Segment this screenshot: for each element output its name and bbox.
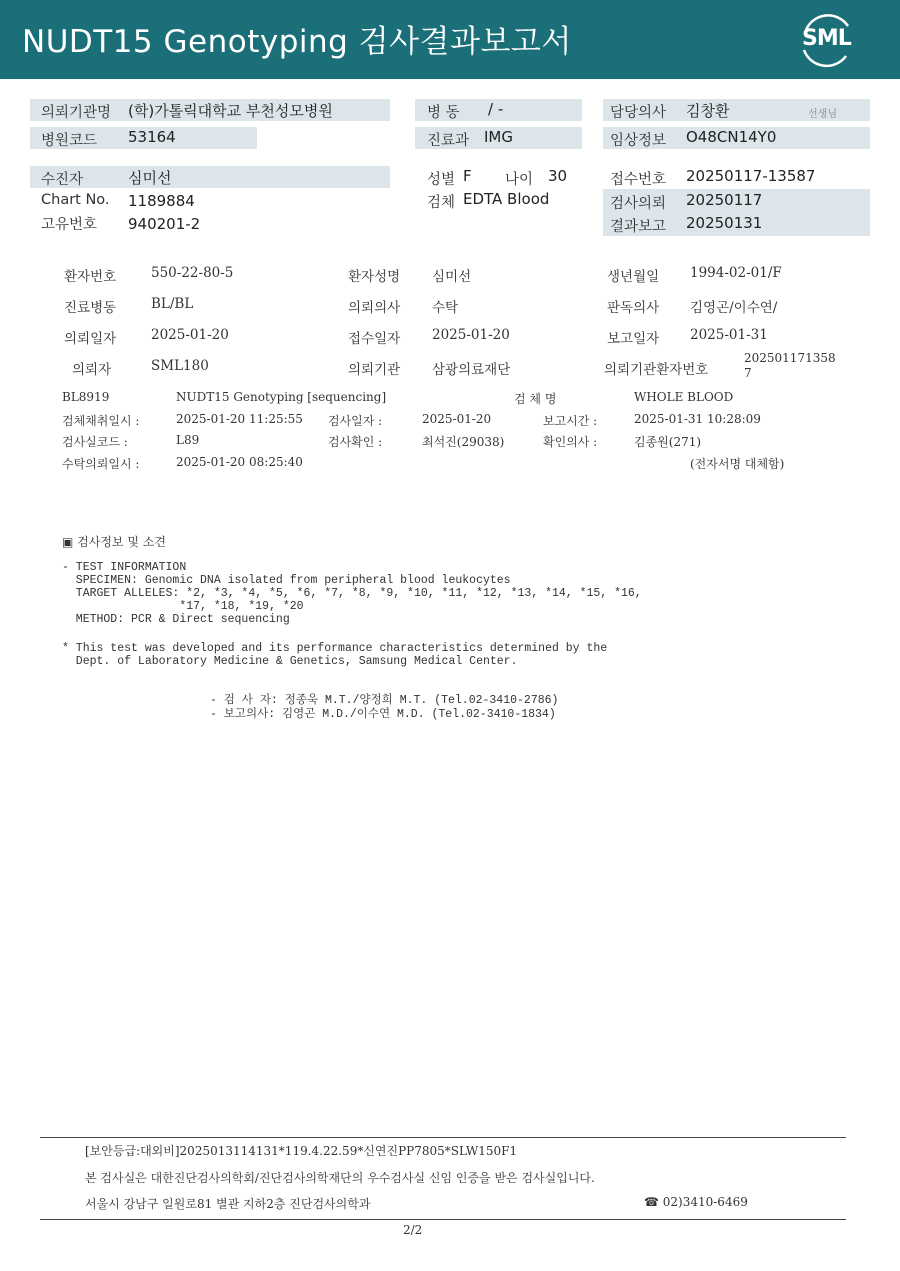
report-title: NUDT15 Genotyping 검사결과보고서 [22, 24, 572, 60]
dob-value: 1994-02-01/F [690, 265, 782, 281]
sex-value: F [463, 167, 472, 185]
test-code: BL8919 [62, 390, 110, 404]
requester-value: SML180 [151, 358, 209, 374]
labcode-value: L89 [176, 433, 200, 447]
reqdate-value: 2025-01-20 [151, 327, 229, 343]
test-specimen-label: 검 체 명 [514, 392, 557, 406]
repdate-value: 2025-01-31 [690, 327, 768, 343]
security-line: [보안등급:대외비]2025013114131*119.4.22.59*신연진PP7805*SLW150F1 [85, 1144, 518, 1158]
specimen-label: 검체 [427, 195, 456, 211]
reception-value: 20250117-13587 [686, 167, 816, 185]
reqdoc-label: 의뢰의사 [348, 300, 401, 316]
dept-label: 진료과 [427, 133, 470, 149]
specimen-value: EDTA Blood [463, 190, 550, 208]
ward-detail-label: 진료병동 [64, 300, 117, 316]
contract-value: 2025-01-20 08:25:40 [176, 455, 303, 469]
verify-value: 김종원(271) [634, 435, 702, 449]
name-value: 심미선 [432, 269, 472, 285]
test-name: NUDT15 Genotyping [sequencing] [176, 390, 387, 404]
requester-label: 의뢰자 [72, 362, 112, 378]
chart-label: Chart No. [41, 192, 110, 208]
instpid-label: 의뢰기관환자번호 [604, 362, 709, 378]
staff-line: - 보고의사: 김영곤 M.D./이수연 M.D. (Tel.02-3410-1834) [210, 708, 556, 721]
institution-label: 의뢰기관명 [41, 105, 112, 121]
staff-line: - 검 사 자: 정종욱 M.T./양정희 M.T. (Tel.02-3410-2786) [210, 694, 559, 707]
reptime-value: 2025-01-31 10:28:09 [634, 412, 761, 426]
cert-line: 본 검사실은 대한진단검사의학회/진단검사의학재단의 우수검사실 신임 인증을 받은 검사실입니다. [85, 1171, 595, 1185]
contract-label: 수탁의뢰일시 : [62, 457, 140, 471]
reptime-label: 보고시간 : [543, 414, 598, 428]
logo-text: SML [802, 26, 851, 51]
info-line: Dept. of Laboratory Medicine & Genetics, Samsung Medical Center. [62, 655, 518, 668]
confirm-value: 최석진(29038) [422, 435, 505, 449]
name-label: 환자성명 [348, 269, 401, 285]
reception-label: 접수번호 [610, 172, 667, 188]
test-specimen-value: WHOLE BLOOD [634, 390, 734, 404]
repdate-label: 보고일자 [607, 331, 660, 347]
readdoc-value: 김영곤/이수연/ [690, 300, 778, 316]
esign-note: (전자서명 대체함) [690, 457, 785, 471]
pid-label: 환자번호 [64, 269, 117, 285]
reqinst-value: 삼광의료재단 [432, 362, 511, 378]
recdate-label: 접수일자 [348, 331, 401, 347]
dept-value: IMG [484, 128, 513, 146]
info-line: - TEST INFORMATION [62, 561, 187, 574]
instpid-value-line1: 202501171358 [744, 351, 836, 365]
hospital-code-label: 병원코드 [41, 133, 98, 149]
sml-logo [796, 12, 856, 68]
dob-label: 생년월일 [607, 269, 660, 285]
uid-value: 940201-2 [128, 215, 201, 233]
request-value: 20250117 [686, 191, 763, 209]
collect-label: 검체채취일시 : [62, 414, 140, 428]
hospital-code-value: 53164 [128, 128, 176, 146]
info-section-title: ▣ 검사정보 및 소견 [62, 535, 166, 549]
report-value: 20250131 [686, 214, 763, 232]
info-line: METHOD: PCR & Direct sequencing [62, 613, 290, 626]
address-line: 서울시 강남구 일원로81 별관 지하2층 진단검사의학과 [85, 1197, 371, 1211]
report-header [0, 0, 900, 79]
info-line: SPECIMEN: Genomic DNA isolated from peripheral blood leukocytes [62, 574, 511, 587]
verify-label: 확인의사 : [543, 435, 598, 449]
info-line: TARGET ALLELES: *2, *3, *4, *5, *6, *7, *8, *9, *10, *11, *12, *13, *14, *15, *16, [62, 587, 642, 600]
age-value: 30 [548, 167, 568, 185]
uid-label: 고유번호 [41, 217, 98, 233]
phone-line: ☎ 02)3410-6469 [644, 1195, 748, 1209]
chart-value: 1189884 [128, 192, 195, 210]
instpid-value-line2: 7 [744, 366, 752, 380]
labcode-label: 검사실코드 : [62, 435, 128, 449]
clinical-label: 임상정보 [610, 133, 667, 149]
footer-divider-top [40, 1137, 846, 1138]
reqdoc-value: 수탁 [432, 300, 459, 316]
recdate-value: 2025-01-20 [432, 327, 510, 343]
doctor-suffix: 선생님 [808, 109, 837, 120]
ward-detail-value: BL/BL [151, 296, 194, 312]
reqinst-label: 의뢰기관 [348, 362, 401, 378]
request-label: 검사의뢰 [610, 196, 667, 212]
readdoc-label: 판독의사 [607, 300, 660, 316]
clinical-value: O48CN14Y0 [686, 128, 777, 146]
testdate-value: 2025-01-20 [422, 412, 492, 426]
institution-value: (학)가톨릭대학교 부천성모병원 [128, 102, 333, 120]
confirm-label: 검사확인 : [328, 435, 383, 449]
age-label: 나이 [505, 172, 534, 188]
info-line: *17, *18, *19, *20 [62, 600, 304, 613]
patient-value: 심미선 [128, 169, 172, 187]
info-line: * This test was developed and its performance characteristics determined by the [62, 642, 608, 655]
ward-value: / - [488, 100, 504, 118]
patient-row [30, 166, 390, 188]
doctor-label: 담당의사 [610, 105, 667, 121]
report-label: 결과보고 [610, 219, 667, 235]
pid-value: 550-22-80-5 [151, 265, 234, 281]
footer-divider-bottom [40, 1219, 846, 1220]
testdate-label: 검사일자 : [328, 414, 383, 428]
patient-label: 수진자 [41, 172, 84, 188]
reqdate-label: 의뢰일자 [64, 331, 117, 347]
sex-label: 성별 [427, 172, 456, 188]
page-number: 2/2 [403, 1223, 423, 1237]
ward-label: 병 동 [427, 105, 460, 121]
collect-value: 2025-01-20 11:25:55 [176, 412, 303, 426]
doctor-value: 김창환 [686, 102, 730, 120]
